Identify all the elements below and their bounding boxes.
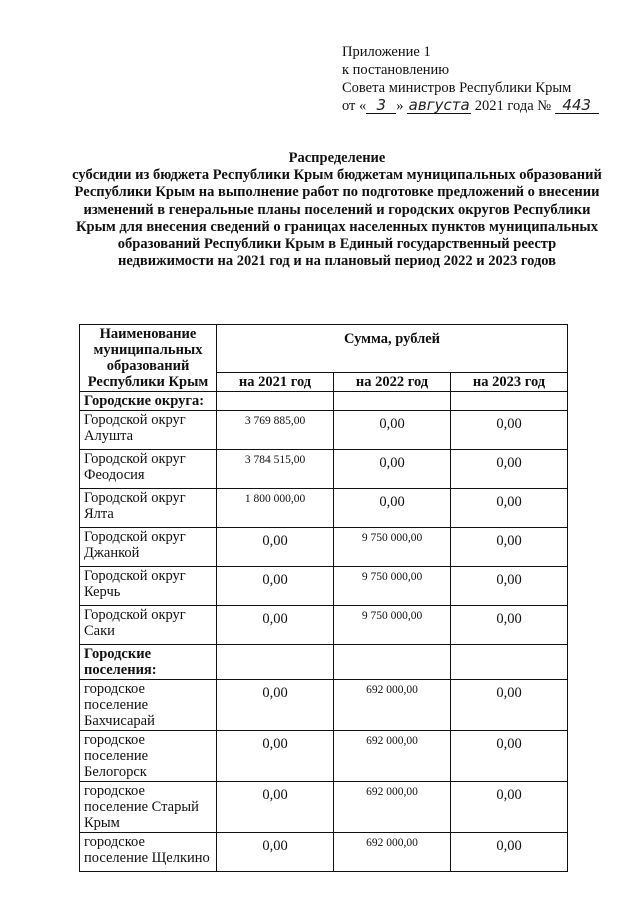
amount-2021: 0,00	[217, 528, 334, 567]
empty-cell	[334, 392, 451, 411]
amount-2021: 0,00	[217, 782, 334, 833]
empty-cell	[334, 645, 451, 680]
group-label: Городские округа:	[80, 392, 217, 411]
table-row	[80, 782, 568, 833]
amount-2022: 0,00	[334, 450, 451, 489]
amount-2022: 0,00	[334, 489, 451, 528]
empty-cell	[451, 392, 568, 411]
empty-cell	[451, 645, 568, 680]
header-year-2021: на 2021 год	[217, 373, 334, 392]
title-heading: Распределение	[288, 150, 386, 166]
header-sum: Сумма, рублей	[217, 325, 568, 373]
amount-2021: 0,00	[217, 606, 334, 645]
empty-cell	[217, 645, 334, 680]
header-year-2022: на 2022 год	[334, 373, 451, 392]
table-row	[80, 450, 568, 489]
date-day-handwritten: 3	[366, 97, 396, 114]
group-row	[80, 645, 568, 680]
municipality-name: Городской округ Саки	[80, 606, 217, 645]
amount-2023: 0,00	[451, 782, 568, 833]
date-month-handwritten: августа	[408, 96, 470, 114]
amount-2022: 9 750 000,00	[334, 606, 451, 645]
table-body	[80, 392, 568, 872]
group-row	[80, 392, 568, 411]
group-label: Городские поселения:	[80, 645, 217, 680]
empty-cell	[217, 392, 334, 411]
appendix-line-2: к постановлению	[342, 62, 450, 78]
subsidy-table	[79, 324, 568, 872]
amount-2021: 0,00	[217, 731, 334, 782]
amount-2022: 9 750 000,00	[334, 567, 451, 606]
municipality-name: Городской округ Ялта	[80, 489, 217, 528]
amount-2023: 0,00	[451, 833, 568, 872]
municipality-name: городское поселение Щелкино	[80, 833, 217, 872]
header-year-2023: на 2023 год	[451, 373, 568, 392]
municipality-name: городское поселение Бахчисарай	[80, 680, 217, 731]
appendix-line-1: Приложение 1	[342, 44, 431, 60]
table-row	[80, 680, 568, 731]
amount-2022: 692 000,00	[334, 731, 451, 782]
table-row	[80, 567, 568, 606]
amount-2023: 0,00	[451, 606, 568, 645]
amount-2022: 9 750 000,00	[334, 528, 451, 567]
amount-2023: 0,00	[451, 567, 568, 606]
table-row	[80, 833, 568, 872]
table-row	[80, 411, 568, 450]
municipality-name: Городской округ Джанкой	[80, 528, 217, 567]
table-row	[80, 606, 568, 645]
amount-2023: 0,00	[451, 731, 568, 782]
document-title	[72, 150, 602, 270]
date-prefix: от «	[342, 98, 367, 114]
table-row	[80, 489, 568, 528]
amount-2023: 0,00	[451, 680, 568, 731]
title-body: субсидии из бюджета Республики Крым бюджетам муниципальных образований Республики Крым на выполнение работ по подготовке предложений о внесении изменений в генеральные планы поселений и городских округов Республики Крым для внесения сведений о границах населенных пунктов муниципальных образований Республики Крым в Единый государственный реестр недвижимости на 2021 год и на плановый период 2022 и 2023 годов	[72, 167, 602, 270]
document-number-handwritten: 443	[555, 97, 599, 114]
amount-2021: 3 769 885,00	[217, 411, 334, 450]
amount-2021: 3 784 515,00	[217, 450, 334, 489]
amount-2023: 0,00	[451, 411, 568, 450]
table-row	[80, 731, 568, 782]
amount-2022: 692 000,00	[334, 680, 451, 731]
amount-2023: 0,00	[451, 528, 568, 567]
table-row	[80, 528, 568, 567]
amount-2021: 0,00	[217, 680, 334, 731]
amount-2022: 692 000,00	[334, 833, 451, 872]
amount-2023: 0,00	[451, 450, 568, 489]
amount-2021: 0,00	[217, 833, 334, 872]
appendix-block	[342, 43, 602, 115]
header-name: Наименование муниципальных образований Республики Крым	[80, 325, 217, 392]
amount-2022: 692 000,00	[334, 782, 451, 833]
municipality-name: Городской округ Керчь	[80, 567, 217, 606]
amount-2021: 1 800 000,00	[217, 489, 334, 528]
municipality-name: Городской округ Феодосия	[80, 450, 217, 489]
date-year: 2021 года №	[474, 98, 552, 114]
municipality-name: Городской округ Алушта	[80, 411, 217, 450]
municipality-name: городское поселение Белогорск	[80, 731, 217, 782]
date-mid: »	[396, 98, 404, 114]
amount-2021: 0,00	[217, 567, 334, 606]
appendix-line-3: Совета министров Республики Крым	[342, 80, 572, 96]
amount-2022: 0,00	[334, 411, 451, 450]
municipality-name: городское поселение Старый Крым	[80, 782, 217, 833]
amount-2023: 0,00	[451, 489, 568, 528]
appendix-date-line	[342, 97, 602, 115]
